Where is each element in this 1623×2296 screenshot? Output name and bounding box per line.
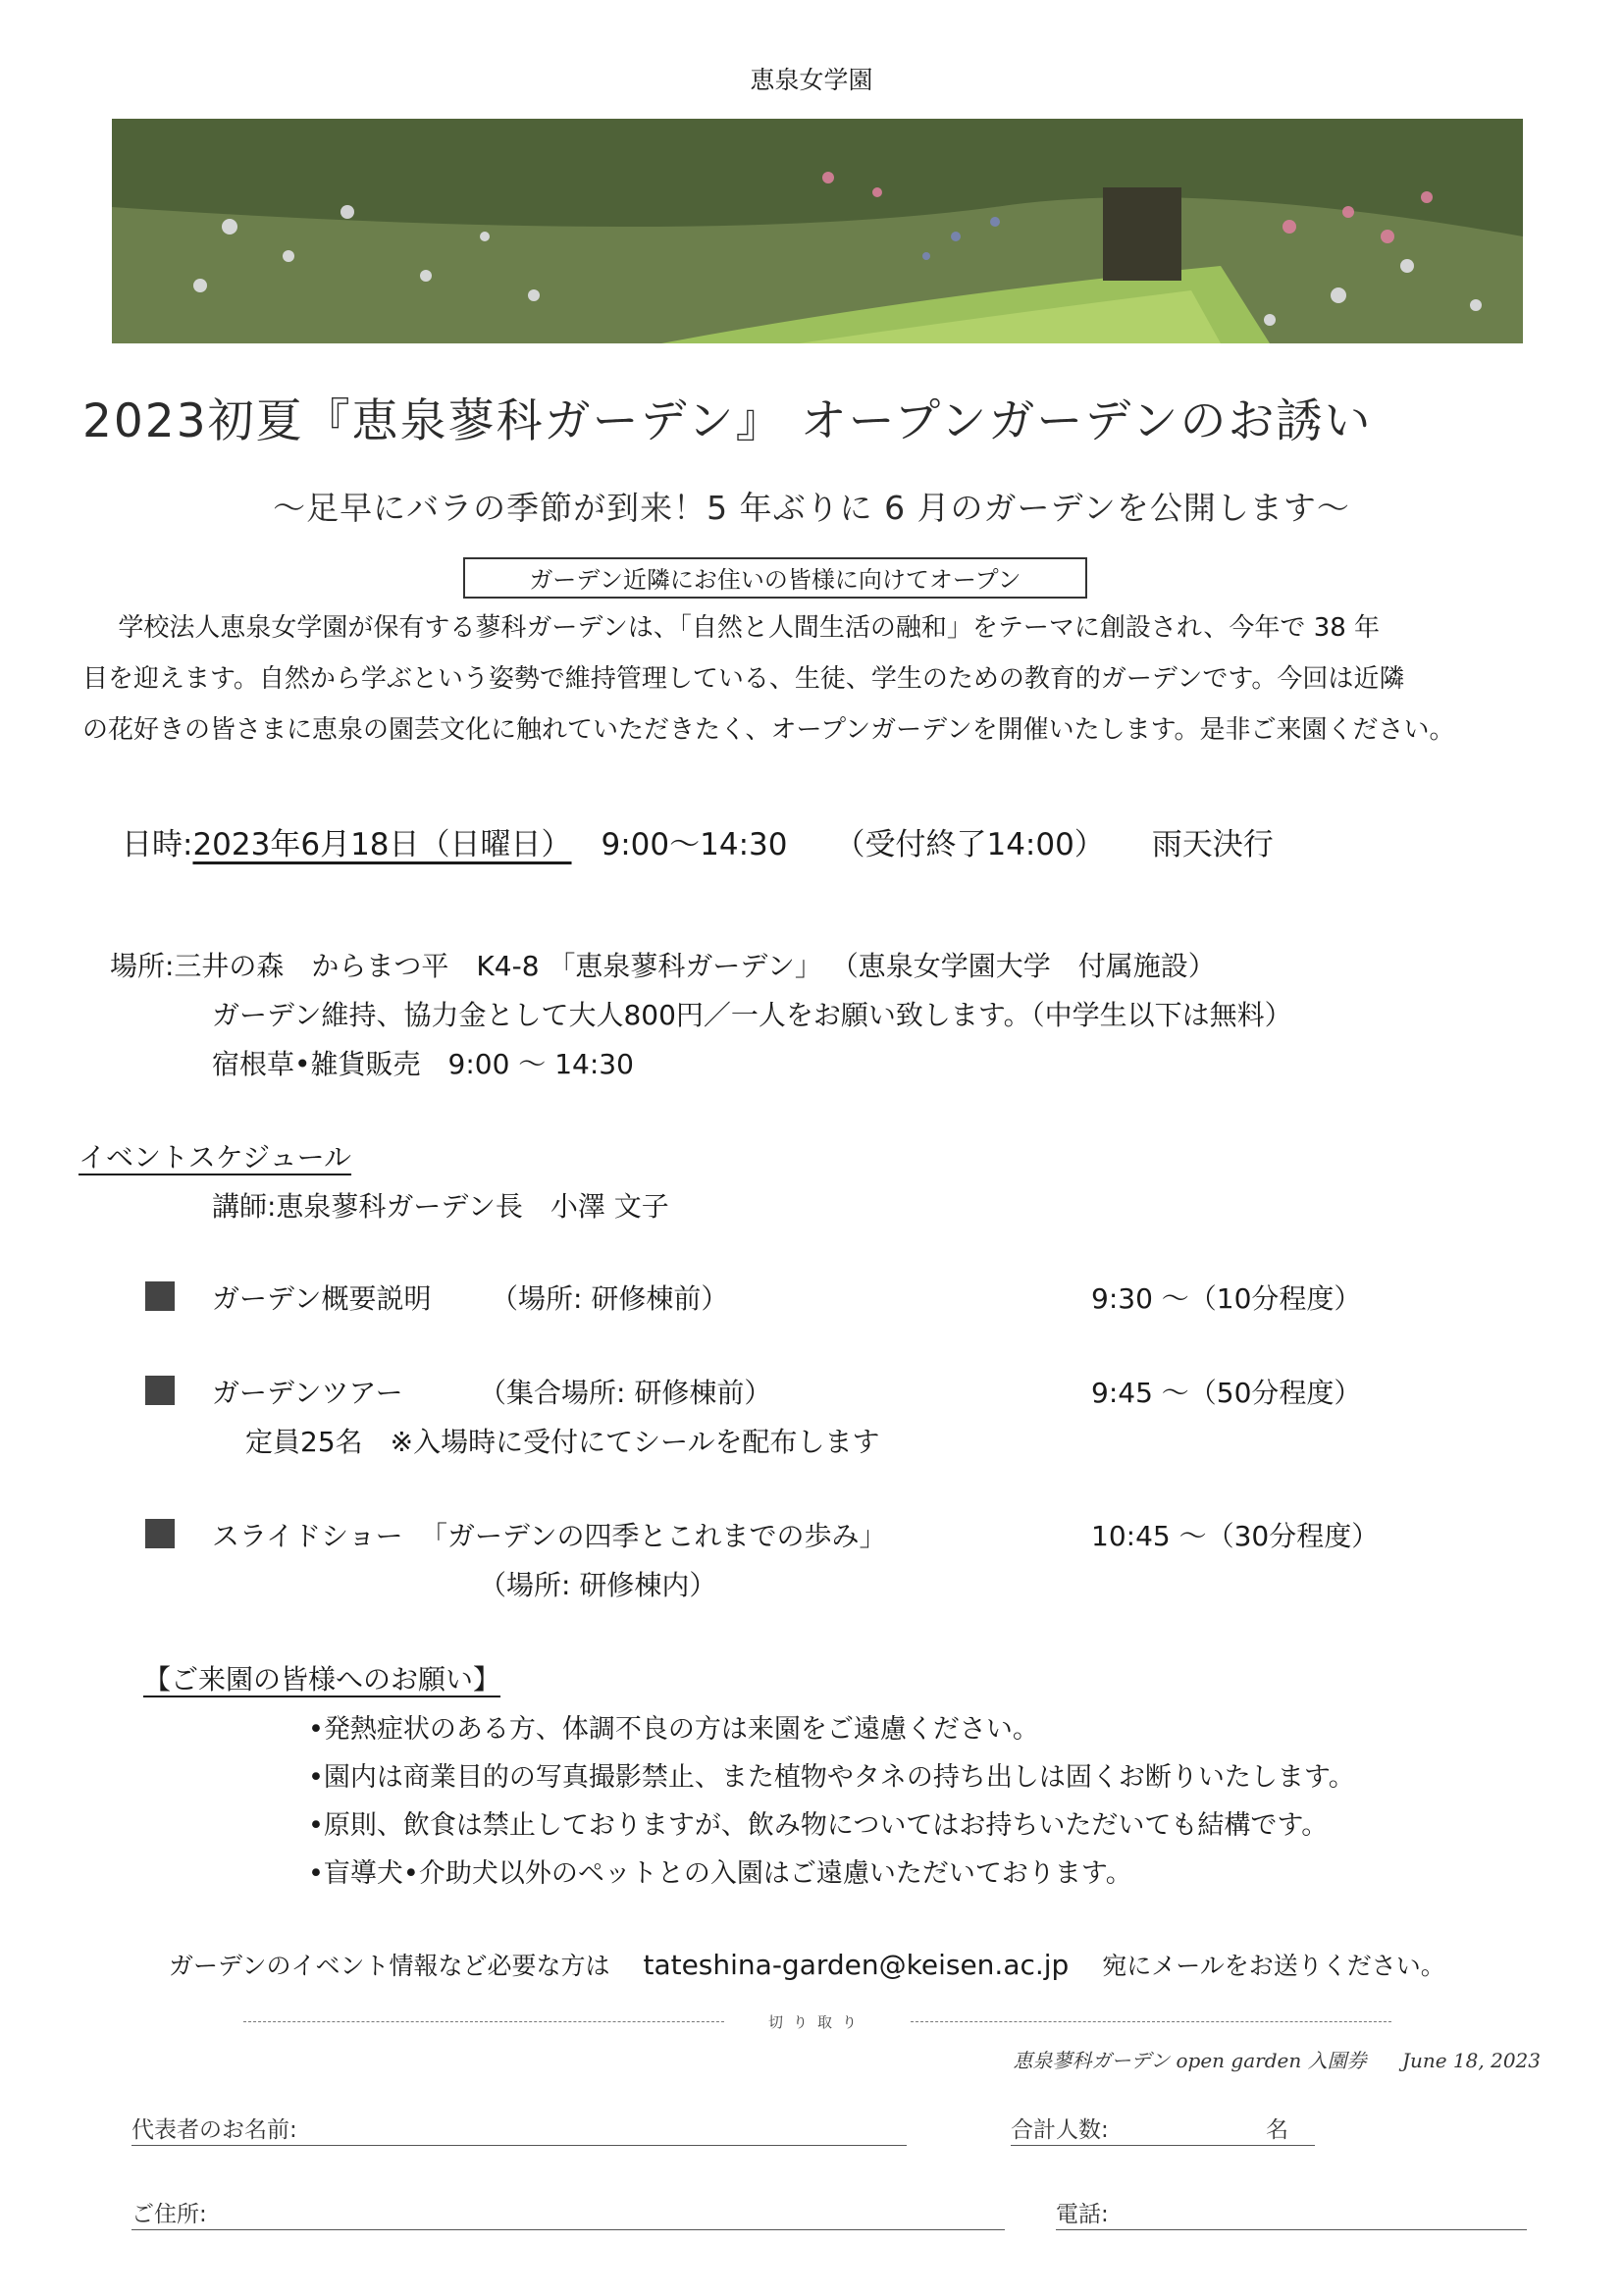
contact-text: 宛にメールをお送りください。 xyxy=(1102,1952,1445,1980)
notice-box: ガーデン近隣にお住いの皆様に向けてオープン xyxy=(463,557,1087,599)
bullet-square-icon xyxy=(145,1519,175,1548)
count-field[interactable] xyxy=(1011,2145,1315,2146)
event-note: （場所: 研修棟内） xyxy=(479,1569,717,1601)
sales-line: 宿根草•雑貨販売 9:00 ～ 14:30 xyxy=(212,1048,634,1080)
intro-line: の花好きの皆さまに恵泉の園芸文化に触れていただきたく、オープンガーデンを開催いたします。是非ご来園ください。 xyxy=(82,715,1455,745)
event-name: スライドショー xyxy=(212,1520,403,1552)
bullet-square-icon xyxy=(145,1376,175,1405)
cut-line-label: 切り取り xyxy=(760,2013,874,2031)
contact-line xyxy=(169,1947,1445,1982)
event-date: 2023年6月18日（日曜日） xyxy=(192,827,572,862)
cut-line xyxy=(243,2011,1391,2031)
contact-text: ガーデンのイベント情報など必要な方は xyxy=(169,1952,610,1980)
lecturer: 講師:恵泉蓼科ガーデン長 小澤 文子 xyxy=(212,1190,669,1223)
page-subtitle: ～足早にバラの季節が到来！5 年ぶりに 6 月のガーデンを公開します～ xyxy=(273,489,1350,527)
event-note: 定員25名 ※入場時に受付にてシールを配布します xyxy=(245,1426,880,1458)
page-title: 2023初夏『恵泉蓼科ガーデン』 オープンガーデンのお誘い xyxy=(82,394,1373,448)
ticket-caption: 恵泉蓼科ガーデン open garden 入園券 xyxy=(1013,2049,1367,2072)
intro-line: 学校法人恵泉女学園が保有する蓼科ガーデンは、「自然と人間生活の融和」をテーマに創設され、今年で 38 年 xyxy=(118,613,1381,643)
count-unit: 名 xyxy=(1266,2117,1288,2143)
event-location: 「ガーデンの四季とこれまでの歩み」 xyxy=(420,1520,887,1552)
event-name: ガーデンツアー xyxy=(212,1377,403,1409)
weather-note: 雨天決行 xyxy=(1151,827,1274,862)
garden-photo-icon xyxy=(112,119,1523,343)
event-time: 9:00～14:30 xyxy=(601,827,788,862)
phone-field-label: 電話: xyxy=(1056,2202,1109,2227)
intro-line: 目を迎えます。自然から学ぶという姿勢で維持管理している、生徒、学生のための教育的ガーデンです。今回は近隣 xyxy=(82,664,1405,694)
address-field[interactable] xyxy=(131,2229,1005,2230)
event-location: （場所: 研修棟前） xyxy=(491,1282,729,1315)
phone-field[interactable] xyxy=(1056,2229,1527,2230)
bullet-square-icon xyxy=(145,1281,175,1311)
event-time: 9:45 ～（50分程度） xyxy=(1091,1377,1362,1409)
request-item: •原則、飲食は禁止しておりますが、飲み物についてはお持ちいただいても結構です。 xyxy=(308,1810,1329,1841)
request-item: •園内は商業目的の写真撮影禁止、また植物やタネの持ち出しは固くお断りいたします。 xyxy=(308,1762,1355,1793)
schedule-heading: イベントスケジュール xyxy=(79,1141,352,1174)
contact-email-link[interactable]: tateshina-garden@keisen.ac.jp xyxy=(643,1949,1070,1981)
datetime-label: 日時: xyxy=(122,827,193,862)
place-line: 場所:三井の森 からまつ平 K4-8 「恵泉蓼科ガーデン」 （恵泉女学園大学 付属施設） xyxy=(110,950,1216,982)
ticket-caption-line xyxy=(1014,2045,1541,2073)
name-field-label: 代表者のお名前: xyxy=(131,2117,297,2143)
requests-heading: 【ご来園の皆様へのお願い】 xyxy=(143,1663,501,1696)
event-time: 10:45 ～（30分程度） xyxy=(1091,1520,1380,1552)
fee-line: ガーデン維持、協力金として大人800円／一人をお願い致します。（中学生以下は無料） xyxy=(212,999,1292,1031)
garden-banner-image xyxy=(112,119,1523,343)
event-time: 9:30 ～（10分程度） xyxy=(1091,1282,1362,1315)
ticket-date: June 18, 2023 xyxy=(1401,2049,1541,2072)
event-location: （集合場所: 研修棟前） xyxy=(479,1377,772,1409)
event-name: ガーデン概要説明 xyxy=(212,1282,432,1315)
datetime-line xyxy=(122,819,1274,863)
reception-close: （受付終了14:00） xyxy=(834,827,1105,862)
intro-paragraph xyxy=(82,602,1574,756)
request-item: •発熱症状のある方、体調不良の方は来園をご遠慮ください。 xyxy=(308,1714,1039,1745)
organization-name: 恵泉女学園 xyxy=(750,66,873,94)
count-field-label: 合計人数: xyxy=(1011,2117,1109,2143)
name-field[interactable] xyxy=(131,2145,907,2146)
address-field-label: ご住所: xyxy=(131,2202,207,2227)
request-item: •盲導犬•介助犬以外のペットとの入園はご遠慮いただいております。 xyxy=(308,1858,1132,1889)
